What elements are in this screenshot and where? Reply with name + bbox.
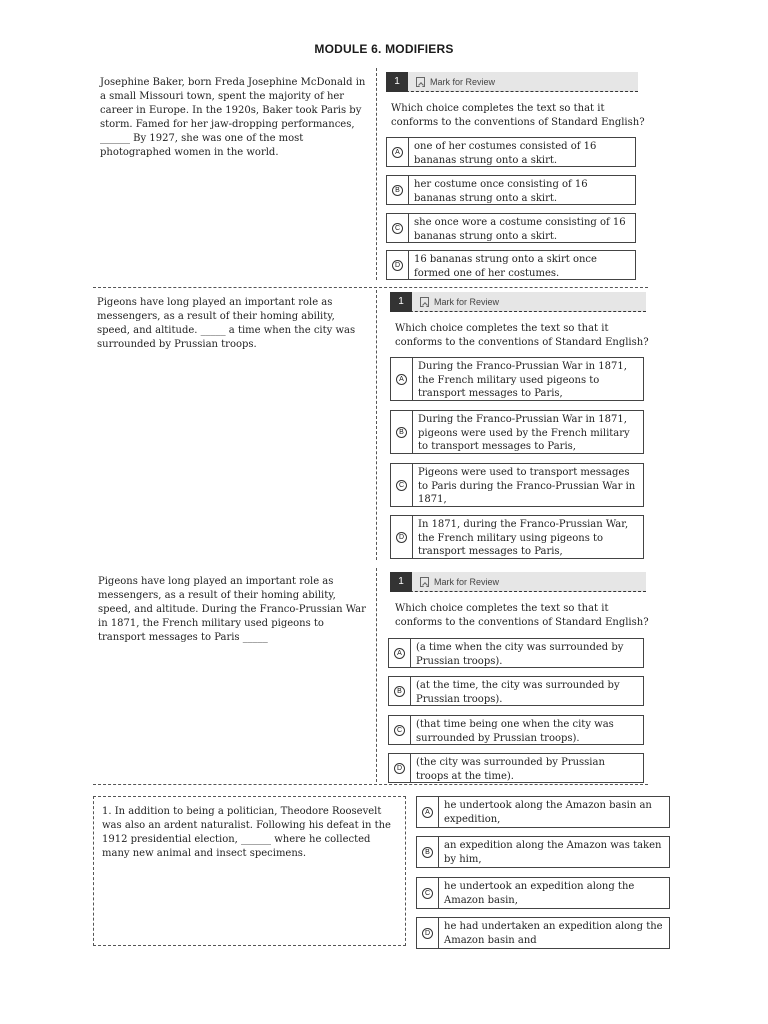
choice-letter-c: C [396,480,407,491]
choice-text: In 1871, during the Franco-Prussian War, the French military using pigeons to transport messages to Paris, [418,519,629,557]
answer-choice-d[interactable] [386,250,636,280]
choice-letter-a: A [394,648,405,659]
answer-choice-a[interactable] [386,137,636,167]
choice-letter-c: C [392,223,403,234]
mark-for-review-button[interactable]: Mark for Review [430,76,496,87]
review-bar [386,72,638,92]
bookmark-icon[interactable] [416,77,425,87]
answer-choice-a[interactable] [416,796,670,828]
answer-choice-a[interactable] [390,357,644,401]
answer-choice-d[interactable] [416,917,670,949]
choice-letter-a: A [422,807,433,818]
choice-text: During the Franco-Prussian War in 1871, the French military used pigeons to transport messages to Paris, [418,361,627,399]
choice-text: her costume once consisting of 16 bananas strung onto a skirt. [414,179,588,204]
passage-text: Pigeons have long played an important role as messengers, as a result of their homing ability, speed, and altitude. During the Franco-Prussian War in 1871, the French military used pigeons to transport messages to Paris _____ [98,576,366,643]
choice-letter-d: D [394,763,405,774]
review-bar [390,292,646,312]
choice-letter-d: D [422,928,433,939]
choice-text: he undertook along the Amazon basin an expedition, [444,800,652,825]
choice-text: (that time being one when the city was surrounded by Prussian troops). [416,719,614,744]
choice-letter-b: B [394,686,405,697]
choice-letter-b: B [396,427,407,438]
page-title: MODULE 6. MODIFIERS [314,42,454,56]
bookmark-icon[interactable] [420,297,429,307]
answer-choice-d[interactable] [388,753,644,783]
choice-letter-c: C [394,725,405,736]
choice-letter-d: D [396,532,407,543]
answer-choice-a[interactable] [388,638,644,668]
choice-text: During the Franco-Prussian War in 1871, pigeons were used by the French military to transport messages to Paris, [418,414,630,452]
answer-choice-d[interactable] [390,515,644,559]
choice-text: he had undertaken an expedition along the Amazon basin and [444,921,663,946]
passage-text: Pigeons have long played an important role as messengers, as a result of their homing ability, speed, and altitude. _____ a time when the city was surrounded by Prussian troops. [97,297,356,350]
choice-text: an expedition along the Amazon was taken by him, [444,840,662,865]
choice-letter-b: B [422,847,433,858]
choice-text: Pigeons were used to transport messages to Paris during the Franco-Prussian War in 1871, [418,467,636,505]
question-number: 1 [390,572,412,592]
choice-letter-c: C [422,888,433,899]
choice-text: he undertook an expedition along the Amazon basin, [444,881,635,906]
choice-letter-a: A [392,147,403,158]
answer-choice-b[interactable] [390,410,644,454]
section-divider [93,784,648,785]
choice-text: (the city was surrounded by Prussian troops at the time). [416,757,605,782]
passage-text: 1. In addition to being a politician, Theodore Roosevelt was also an ardent naturalist. Following his defeat in the 1912 presidential election, ______ where he collected many new animal and insect specimens. [102,806,391,859]
bookmark-icon[interactable] [420,577,429,587]
question-prompt: Which choice completes the text so that it conforms to the conventions of Standard English? [395,603,649,628]
choice-text: (at the time, the city was surrounded by Prussian troops). [416,680,620,705]
choice-letter-a: A [396,374,407,385]
answer-choice-c[interactable] [390,463,644,507]
passage-text: Josephine Baker, born Freda Josephine McDonald in a small Missouri town, spent the majority of her career in Europe. In the 1920s, Baker took Paris by storm. Famed for her jaw-dropping performances, ______ By 1927, she was one of the most photographed women in the world. [100,77,366,158]
choice-letter-b: B [392,185,403,196]
answer-choice-b[interactable] [386,175,636,205]
choice-text: 16 bananas strung onto a skirt once formed one of her costumes. [414,254,597,279]
question-number: 1 [386,72,408,92]
answer-choice-c[interactable] [416,877,670,909]
question-prompt: Which choice completes the text so that it conforms to the conventions of Standard English? [395,323,649,348]
review-bar [390,572,646,592]
question-prompt: Which choice completes the text so that it conforms to the conventions of Standard English? [391,103,645,128]
choice-letter-d: D [392,260,403,271]
column-divider [376,68,377,280]
answer-choice-b[interactable] [388,676,644,706]
mark-for-review-button[interactable]: Mark for Review [434,296,500,307]
question-number: 1 [390,292,412,312]
mark-for-review-button[interactable]: Mark for Review [434,576,500,587]
answer-choice-c[interactable] [386,213,636,243]
choice-text: she once wore a costume consisting of 16 bananas strung onto a skirt. [414,217,626,242]
answer-choice-b[interactable] [416,836,670,868]
answer-choice-c[interactable] [388,715,644,745]
choice-text: (a time when the city was surrounded by Prussian troops). [416,642,624,667]
column-divider [376,568,377,782]
column-divider [376,290,377,560]
choice-text: one of her costumes consisted of 16 bananas strung onto a skirt. [414,141,597,166]
section-divider [93,287,648,288]
